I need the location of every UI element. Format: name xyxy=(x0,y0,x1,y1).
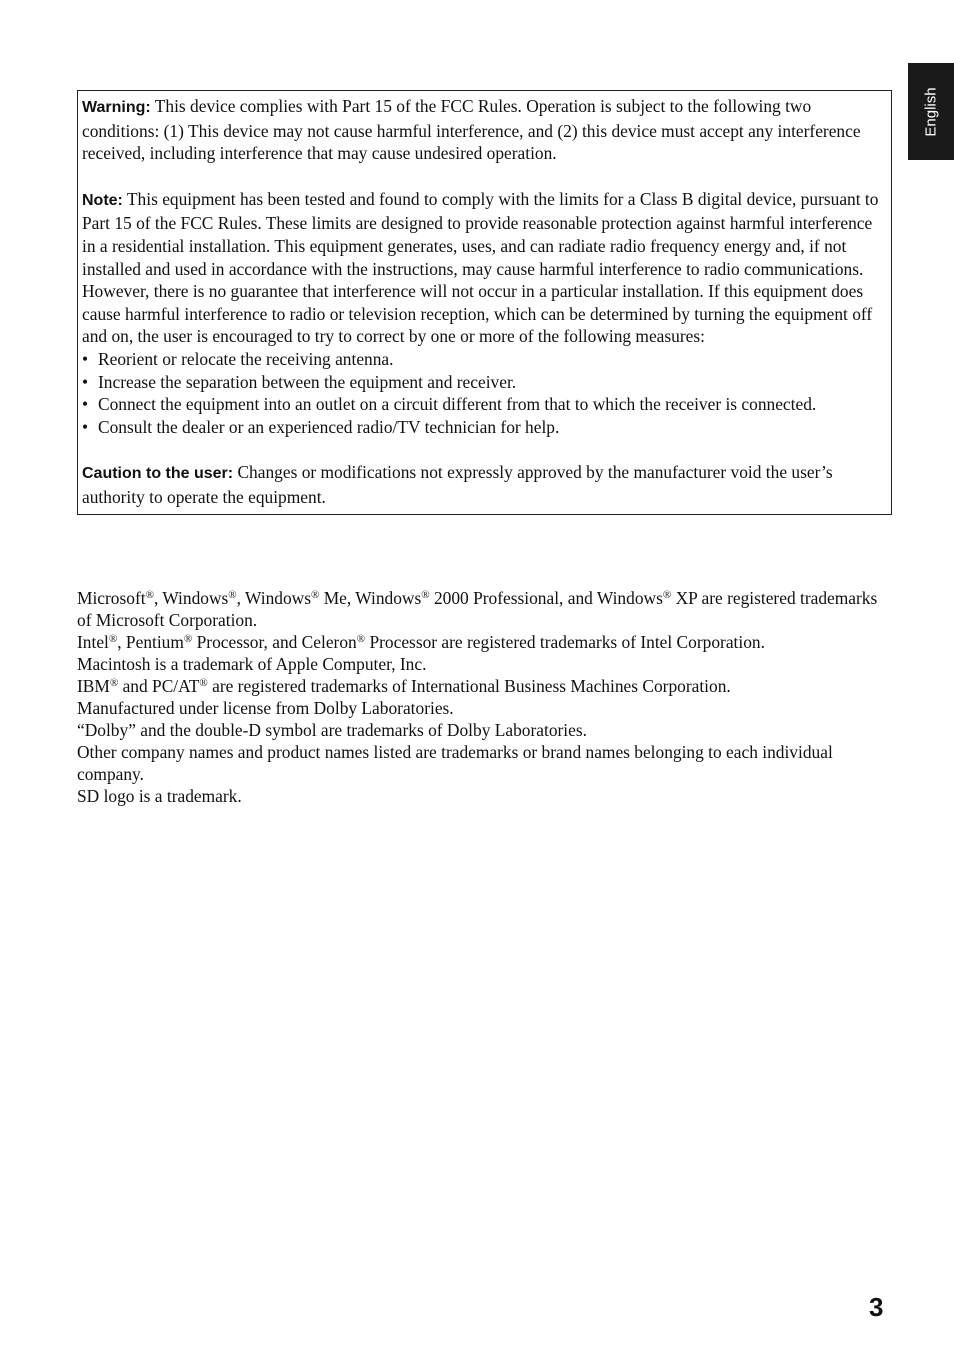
registered-mark: ® xyxy=(199,677,208,689)
tm-text: Microsoft xyxy=(77,588,146,608)
registered-mark: ® xyxy=(311,589,320,601)
caution-label: Caution to the user: xyxy=(82,465,234,483)
list-item xyxy=(82,348,886,371)
tm-text: XP are registered trademarks of Microsoft Corporation. xyxy=(77,588,878,630)
caution-text: Changes or modifications not expressly approved by the manufacturer void the user’s authority to operate the equipment. xyxy=(82,462,833,507)
tm-text: Processor, and Celeron xyxy=(192,632,357,652)
sd-trademark: SD logo is a trademark. xyxy=(77,786,242,806)
tm-text: , Pentium xyxy=(117,632,184,652)
paragraph-gap xyxy=(82,165,886,188)
measures-list xyxy=(82,348,886,438)
registered-mark: ® xyxy=(228,589,237,601)
bullet-icon: • xyxy=(82,416,89,437)
macintosh-trademark: Macintosh is a trademark of Apple Computer, Inc. xyxy=(77,654,427,674)
tm-text: and PC/AT xyxy=(118,676,200,696)
registered-mark: ® xyxy=(108,633,118,645)
tm-text: Intel xyxy=(77,632,109,652)
list-item xyxy=(82,393,886,416)
tm-text: , Windows xyxy=(236,588,311,608)
tm-text: IBM xyxy=(77,676,110,696)
registered-mark: ® xyxy=(145,589,154,601)
microsoft-trademark xyxy=(77,587,892,631)
warning-label: Warning: xyxy=(82,99,151,116)
tm-text: are registered trademarks of International Business Machines Corporation. xyxy=(207,676,731,696)
note-paragraph xyxy=(82,188,886,348)
tm-text: , Windows xyxy=(153,588,229,608)
dolby-trademark: “Dolby” and the double-D symbol are trademarks of Dolby Laboratories. xyxy=(77,720,587,740)
list-item-text: Increase the separation between the equipment and receiver. xyxy=(98,371,517,392)
bullet-icon: • xyxy=(82,394,89,415)
other-trademarks: Other company names and product names listed are trademarks or brand names belonging to each individual company. xyxy=(77,742,833,784)
warning-paragraph xyxy=(82,95,886,165)
list-item xyxy=(82,371,886,394)
warning-text: This device complies with Part 15 of the FCC Rules. Operation is subject to the following two conditions: (1) This device may not cause harmful interference, and (2) this device must accept any interference received, including interference that may cause undesired operation. xyxy=(82,96,861,164)
registered-mark: ® xyxy=(356,633,366,645)
dolby-license: Manufactured under license from Dolby Laboratories. xyxy=(77,698,454,718)
tm-text: Me, Windows xyxy=(319,588,422,608)
list-item xyxy=(82,416,886,439)
language-tab xyxy=(908,63,954,160)
trademark-notices xyxy=(77,587,892,807)
list-item-text: Reorient or relocate the receiving antenna. xyxy=(98,348,394,369)
tm-text: 2000 Professional, and Windows xyxy=(429,588,663,608)
intel-trademark xyxy=(77,631,892,653)
language-tab-label: English xyxy=(922,86,940,137)
list-item-text: Consult the dealer or an experienced radio/TV technician for help. xyxy=(98,416,560,437)
ibm-trademark xyxy=(77,675,892,697)
note-label: Note: xyxy=(82,191,123,209)
tm-text: Processor are registered trademarks of Intel Corporation. xyxy=(365,632,765,652)
registered-mark: ® xyxy=(421,589,430,601)
bullet-icon: • xyxy=(82,348,89,369)
paragraph-gap xyxy=(82,438,886,461)
page-number: 3 xyxy=(869,1292,884,1322)
note-text: This equipment has been tested and found to comply with the limits for a Class B digital device, pursuant to Part 15 of the FCC Rules. These limits are designed to provide reasonable protection against harmful interference in a residential installation. This equipment generates, uses, and can radiate radio frequency energy and, if not installed and used in accordance with the instructions, may cause harmful interference to radio communications. However, there is no guarantee that interference will not occur in a particular installation. If this equipment does cause harmful interference to radio or television reception, which can be determined by turning the equipment off and on, the user is encouraged to try to correct by one or more of the following measures: xyxy=(82,188,879,347)
registered-mark: ® xyxy=(183,633,193,645)
list-item-text: Connect the equipment into an outlet on a circuit different from that to which the receiver is connected. xyxy=(98,394,817,415)
registered-mark: ® xyxy=(662,589,672,601)
bullet-icon: • xyxy=(82,371,89,392)
registered-mark: ® xyxy=(109,677,119,689)
caution-paragraph xyxy=(82,461,886,508)
fcc-notice-box xyxy=(77,90,892,515)
